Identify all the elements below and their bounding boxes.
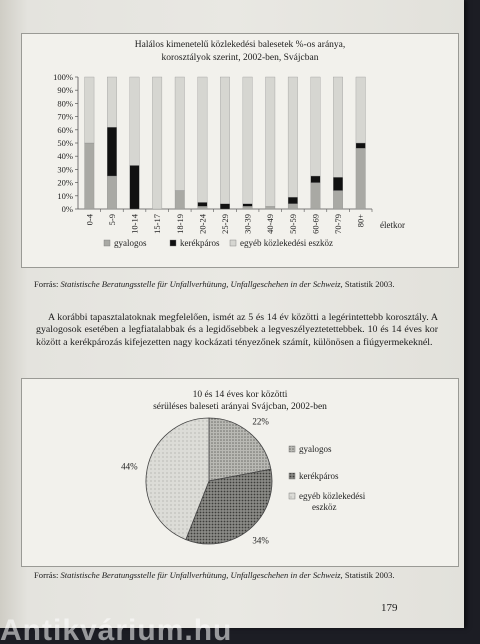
- x-tick-label: 5-9: [106, 214, 117, 226]
- legend-swatch: [104, 240, 110, 246]
- bar-segment: [198, 206, 207, 209]
- legend-swatch: [230, 240, 236, 246]
- x-tick-label: 10-14: [129, 214, 140, 234]
- bar-chart-title-line1: Halálos kimenetelű közlekedési balesetek %-os aránya,: [134, 40, 346, 50]
- figure2-source-title: Statistische Beratungsstelle für Unfallverhütung, Unfallgeschehen in der Schweiz,: [60, 570, 343, 580]
- x-tick-label: 50-59: [287, 214, 298, 234]
- bar-segment: [130, 77, 139, 165]
- x-tick-label: 15-17: [152, 214, 163, 234]
- bar-segment: [356, 143, 365, 148]
- bar-segment: [288, 197, 297, 204]
- x-tick-label: 20-24: [197, 214, 208, 234]
- pie-chart: [22, 379, 458, 566]
- bar-segment: [198, 77, 207, 202]
- bar-segment: [175, 191, 184, 209]
- y-tick-label: 100%: [53, 72, 73, 82]
- bar-segment: [85, 143, 94, 209]
- bar-segment: [243, 77, 252, 204]
- legend-label: egyéb közlekedési eszköz: [240, 238, 333, 248]
- bar-segment: [130, 165, 139, 209]
- pie-chart-title-line1: 10 és 14 éves kor közötti: [192, 390, 288, 400]
- bar-segment: [198, 202, 207, 206]
- bar-segment: [107, 127, 116, 176]
- x-tick-label: 70-79: [333, 214, 344, 234]
- y-tick-label: 40%: [57, 151, 73, 162]
- legend-label: kerékpáros: [299, 471, 339, 481]
- bar-chart: [22, 34, 458, 267]
- bar-segment: [288, 77, 297, 197]
- bar-segment: [356, 77, 365, 143]
- bar-chart-title-line2: korosztályok szerint, 2002-ben, Svájcban: [161, 53, 319, 63]
- legend-swatch: [170, 240, 176, 246]
- bar-segment: [311, 77, 320, 176]
- y-tick-label: 0%: [61, 204, 73, 214]
- bar-segment: [243, 204, 252, 207]
- y-tick-label: 80%: [57, 98, 73, 109]
- bar-segment: [356, 148, 365, 209]
- figure1-source: [34, 279, 442, 290]
- y-tick-label: 10%: [57, 190, 73, 201]
- legend-label: gyalogos: [114, 238, 147, 248]
- page-number: 179: [381, 602, 398, 614]
- y-tick-label: 30%: [57, 164, 73, 175]
- x-tick-label: 40-49: [265, 214, 276, 234]
- pie-data-label: 44%: [121, 461, 138, 472]
- y-tick-label: 70%: [57, 111, 73, 122]
- figure2-source: [34, 570, 442, 581]
- bar-segment: [175, 77, 184, 191]
- bar-segment: [333, 77, 342, 177]
- bar-segment: [311, 176, 320, 183]
- bar-segment: [333, 191, 342, 209]
- bar-segment: [333, 177, 342, 190]
- legend-label: kerékpáros: [180, 238, 220, 248]
- x-tick-label: 0-4: [84, 214, 95, 226]
- bar-segment: [107, 77, 116, 127]
- pie-chart-figure: [21, 378, 459, 567]
- y-tick-label: 50%: [57, 138, 73, 148]
- figure1-source-title: Statistische Beratungsstelle für Unfallverhütung, Unfallgeschehen in der Schweiz,: [60, 279, 343, 289]
- y-tick-label: 60%: [57, 124, 73, 135]
- legend-label: egyéb közlekedési: [299, 491, 366, 501]
- legend-swatch: [289, 446, 295, 452]
- bar-segment: [220, 204, 229, 209]
- legend-label: gyalogos: [299, 444, 332, 454]
- bar-segment: [220, 77, 229, 204]
- x-tick-label: 25-29: [220, 214, 230, 234]
- bar-segment: [243, 206, 252, 209]
- bar-segment: [85, 77, 94, 143]
- bar-segment: [288, 204, 297, 209]
- y-tick-label: 20%: [57, 177, 73, 188]
- bar-segment: [265, 77, 274, 206]
- legend-swatch: [289, 493, 295, 499]
- bar-segment: [265, 206, 274, 209]
- figure2-source-suffix: Statistik 2003.: [342, 570, 395, 580]
- x-tick-label: 18-19: [174, 214, 185, 234]
- x-axis-title: életkor: [380, 220, 405, 230]
- x-tick-label: 30-39: [242, 214, 253, 234]
- x-tick-label: 60-69: [310, 214, 321, 234]
- legend-swatch: [289, 473, 295, 479]
- figure2-source-prefix: Forrás:: [34, 570, 61, 580]
- watermark: Antikvárium.hu: [0, 614, 233, 644]
- bar-segment: [107, 176, 116, 209]
- bar-segment: [152, 77, 161, 209]
- pie-data-label: 34%: [252, 535, 269, 546]
- pie-chart-title-line2: sérüléses baleseti arányai Svájcban, 2002-ben: [153, 402, 327, 412]
- pie-data-label: 22%: [252, 416, 269, 427]
- x-tick-label: 80+: [355, 214, 366, 228]
- bar-segment: [311, 183, 320, 209]
- y-tick-label: 90%: [57, 85, 73, 96]
- body-paragraph: A korábbi tapasztalatoknak megfelelően, ismét az 5 és 14 év közötti a legérintettebb korosztály. A gyalogosok esetében a legfiatalabbak és a legidősebbek a legveszélyeztetettebbek. 10 és 14 éves kor között a kerékpározás kifejezetten nagy kockázati tényezőnek számít, különösen a fiúgyermekeknél.: [36, 312, 438, 348]
- bar-chart-figure: [21, 33, 459, 268]
- figure1-source-suffix: Statistik 2003.: [342, 279, 395, 289]
- figure1-source-prefix: Forrás:: [34, 279, 61, 289]
- legend-label: eszköz: [312, 502, 337, 512]
